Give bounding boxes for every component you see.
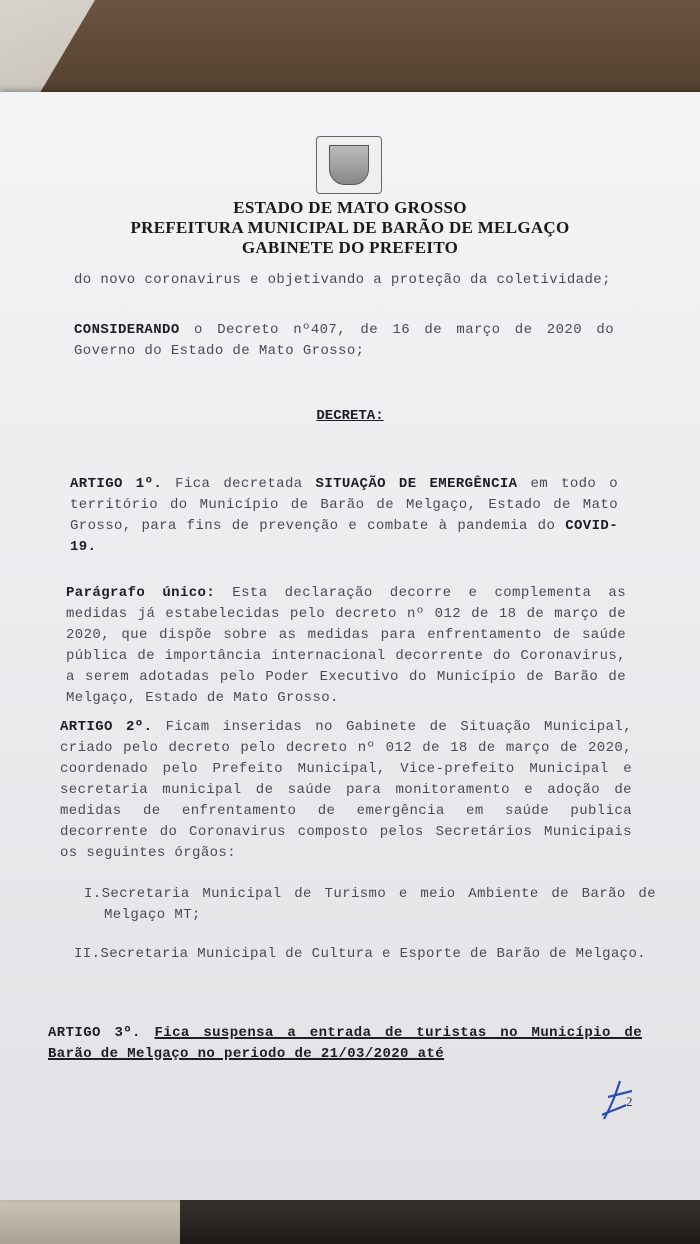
page-number: 2: [626, 1094, 633, 1109]
artigo-1: ARTIGO 1º. Fica decretada SITUAÇÃO DE EMERGÊNCIA em todo o território do Município de Barão de Melgaço, Estado de Mato Grosso, para fins de prevenção e combate à pandemia do COVID-19.: [70, 476, 618, 555]
header-prefeitura: PREFEITURA MUNICIPAL DE BARÃO DE MELGAÇO: [130, 218, 570, 237]
artigo-2: ARTIGO 2º. Ficam inseridas no Gabinete de Situação Municipal, criado pelo decreto pelo decreto nº 012 de 18 de março de 2020, coordenado pelo Prefeito Municipal, Vice-prefeito Municipal e secretaria municipal de saúde para monitoramento e adoção de medidas de enfrentamento de emergência em saúde publica decorrente do Coronavirus composto pelos Secretários Municipais os seguintes órgãos:: [60, 719, 632, 861]
list-item-cultura: II.Secretaria Municipal de Cultura e Esporte de Barão de Melgaço.: [74, 946, 647, 962]
covid-label: COVID-19.: [70, 518, 618, 555]
art1-label: ARTIGO 1º.: [70, 476, 163, 492]
artigo-3: [48, 1023, 642, 1065]
decreta-heading: DECRETA:: [316, 408, 384, 424]
considerando-paragraph: [74, 320, 614, 362]
crest-shield: [329, 145, 369, 185]
intro-paragraph: do novo coronavirus e objetivando a proteção da coletividade;: [74, 272, 611, 288]
art2-label: ARTIGO 2º.: [60, 719, 153, 735]
art3-label: ARTIGO 3º.: [48, 1025, 141, 1041]
header-gabinete: GABINETE DO PREFEITO: [241, 238, 459, 257]
considerando-label: CONSIDERANDO: [74, 322, 180, 338]
list-item-turismo: I.Secretaria Municipal de Turismo e meio Ambiente de Barão de Melgaço MT;: [84, 886, 656, 923]
paragrafo-unico: Parágrafo único: Esta declaração decorre e complementa as medidas já estabelecidas pelo decreto nº 012 de 18 de março de 2020, que dispõe sobre as medidas para enfrentamento de saúde pública de importância internacional decorrente do Coronavirus, a serem adotadas pelo Poder Executivo do Município de Barão de Melgaço, Estado de Mato Grosso.: [66, 585, 626, 706]
paragrafo-label: Parágrafo único:: [66, 585, 216, 601]
considerando-text: o Decreto nº407, de 16 de março de 2020 do Governo do Estado de Mato Grosso;: [74, 322, 614, 359]
coat-of-arms-icon: [316, 136, 382, 194]
art3-text: Fica suspensa a entrada de turistas no Município de Barão de Melgaço no periodo de 21/03/2020 até: [48, 1025, 642, 1062]
floor-shadow: [0, 1195, 700, 1244]
emergency-label: SITUAÇÃO DE EMERGÊNCIA: [315, 476, 518, 492]
header-state: ESTADO DE MATO GROSSO: [233, 198, 467, 217]
floor-edge: [0, 1195, 180, 1244]
document-page: [0, 92, 700, 1200]
